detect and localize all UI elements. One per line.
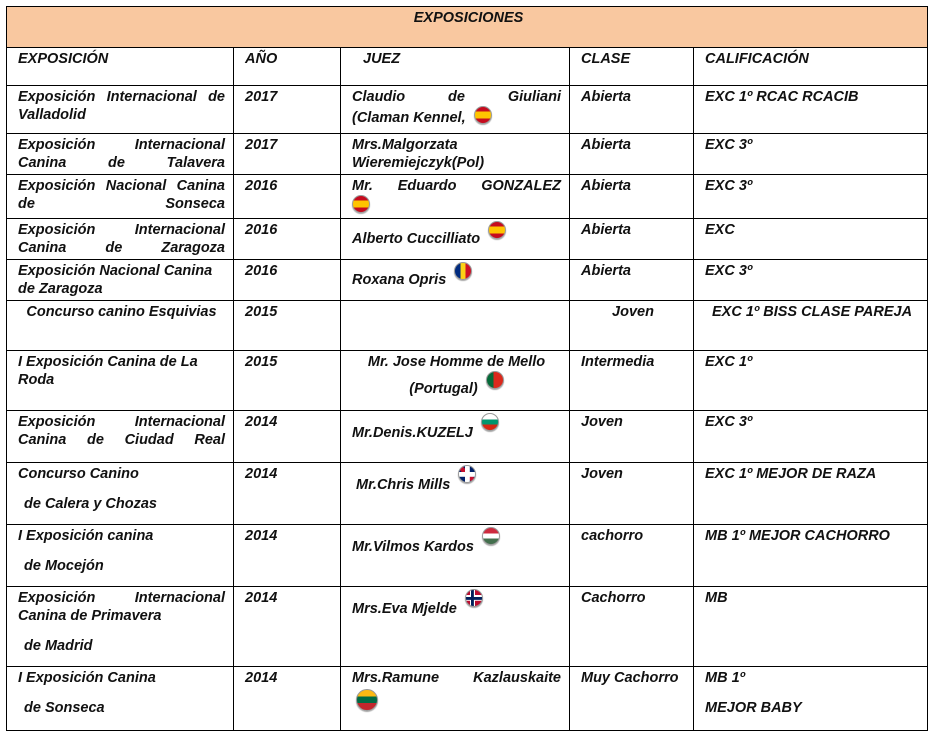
cell-juez: Mrs.Malgorzata Wieremiejczyk(Pol) bbox=[341, 134, 570, 175]
expo-line-1: Concurso Canino bbox=[18, 466, 139, 482]
cell-calificacion: EXC bbox=[694, 219, 928, 260]
cell-juez bbox=[341, 525, 570, 587]
cell-anio: 2014 bbox=[234, 587, 341, 667]
expo-line-2: de Madrid bbox=[24, 638, 93, 654]
cell-clase: Joven bbox=[570, 411, 694, 463]
cell-anio: 2016 bbox=[234, 219, 341, 260]
cell-clase: Abierta bbox=[570, 260, 694, 301]
cell-anio: 2017 bbox=[234, 86, 341, 134]
cell-anio: 2015 bbox=[234, 301, 341, 351]
table-title: EXPOSICIONES bbox=[7, 7, 928, 48]
table-row bbox=[7, 463, 928, 525]
table-row bbox=[7, 525, 928, 587]
cell-exposicion: Exposición Internacional Canina de Ciudad Real bbox=[7, 411, 234, 463]
header-juez: JUEZ bbox=[341, 48, 570, 86]
lithuania-flag-icon bbox=[356, 689, 378, 711]
judge-name: Mrs.Ramune Kazlauskaite bbox=[352, 670, 561, 686]
calif-line-2: MEJOR BABY bbox=[705, 700, 802, 716]
cell-juez bbox=[341, 86, 570, 134]
judge-name: Roxana Opris bbox=[352, 272, 447, 288]
cell-juez bbox=[341, 411, 570, 463]
cell-anio: 2014 bbox=[234, 525, 341, 587]
cell-exposicion: Exposición Nacional Canina de Zaragoza bbox=[7, 260, 234, 301]
judge-name: Mr.Vilmos Kardos bbox=[352, 539, 474, 555]
judge-name: Mr.Chris Mills bbox=[356, 477, 451, 493]
cell-calificacion: EXC 1º bbox=[694, 351, 928, 411]
cell-clase: Abierta bbox=[570, 175, 694, 219]
cell-juez bbox=[341, 351, 570, 411]
spain-flag-icon bbox=[488, 221, 506, 239]
cell-anio: 2014 bbox=[234, 411, 341, 463]
table-row bbox=[7, 411, 928, 463]
exposiciones-table bbox=[6, 6, 928, 731]
cell-calificacion: EXC 1º MEJOR DE RAZA bbox=[694, 463, 928, 525]
cell-anio: 2014 bbox=[234, 463, 341, 525]
cell-clase: Cachorro bbox=[570, 587, 694, 667]
header-calificacion: CALIFICACIÓN bbox=[694, 48, 928, 86]
cell-calificacion: EXC 3º bbox=[694, 411, 928, 463]
cell-exposicion: Exposición Internacional Canina de Talavera bbox=[7, 134, 234, 175]
uk-flag-icon bbox=[458, 465, 476, 483]
cell-calificacion: EXC 1º RCAC RCACIB bbox=[694, 86, 928, 134]
expo-line-1: I Exposición canina bbox=[18, 528, 154, 544]
expo-line-1: Exposición Internacional Canina de Primavera bbox=[18, 590, 225, 624]
judge-name: Alberto Cuccilliato bbox=[352, 231, 481, 247]
cell-exposicion bbox=[7, 667, 234, 731]
cell-exposicion: Exposición Nacional Canina de Sonseca bbox=[7, 175, 234, 219]
hungary-flag-icon bbox=[482, 527, 500, 545]
judge-name: Mr.Denis.KUZELJ bbox=[352, 425, 473, 441]
cell-exposicion: Exposición Internacional Canina de Zaragoza bbox=[7, 219, 234, 260]
header-anio: AÑO bbox=[234, 48, 341, 86]
cell-clase: Intermedia bbox=[570, 351, 694, 411]
cell-exposicion: Concurso canino Esquivias bbox=[7, 301, 234, 351]
table-row bbox=[7, 219, 928, 260]
cell-calificacion bbox=[694, 667, 928, 731]
cell-calificacion: MB 1º MEJOR CACHORRO bbox=[694, 525, 928, 587]
table-row bbox=[7, 301, 928, 351]
cell-juez bbox=[341, 175, 570, 219]
cell-anio: 2014 bbox=[234, 667, 341, 731]
cell-exposicion bbox=[7, 525, 234, 587]
cell-exposicion bbox=[7, 587, 234, 667]
cell-anio: 2016 bbox=[234, 260, 341, 301]
cell-clase: Joven bbox=[570, 301, 694, 351]
expo-line-2: de Sonseca bbox=[24, 700, 105, 716]
table-row bbox=[7, 587, 928, 667]
cell-anio: 2016 bbox=[234, 175, 341, 219]
table-row bbox=[7, 667, 928, 731]
expo-line-1: I Exposición Canina bbox=[18, 670, 156, 686]
cell-clase: Joven bbox=[570, 463, 694, 525]
table-row bbox=[7, 134, 928, 175]
cell-calificacion: EXC 3º bbox=[694, 260, 928, 301]
norway-flag-icon bbox=[465, 589, 483, 607]
judge-detail: (Claman Kennel, bbox=[352, 110, 466, 126]
expo-line-2: de Mocejón bbox=[24, 558, 104, 574]
cell-calificacion: EXC 3º bbox=[694, 134, 928, 175]
romania-flag-icon bbox=[454, 262, 472, 280]
judge-detail: (Portugal) bbox=[409, 381, 478, 397]
cell-exposicion: I Exposición Canina de La Roda bbox=[7, 351, 234, 411]
cell-clase: Muy Cachorro bbox=[570, 667, 694, 731]
cell-clase: cachorro bbox=[570, 525, 694, 587]
cell-exposicion bbox=[7, 463, 234, 525]
cell-clase: Abierta bbox=[570, 134, 694, 175]
portugal-flag-icon bbox=[486, 371, 504, 389]
cell-juez bbox=[341, 260, 570, 301]
spain-flag-icon bbox=[352, 195, 370, 213]
cell-clase: Abierta bbox=[570, 219, 694, 260]
header-clase: CLASE bbox=[570, 48, 694, 86]
cell-juez bbox=[341, 219, 570, 260]
header-exposicion: EXPOSICIÓN bbox=[7, 48, 234, 86]
judge-name: Mr. Jose Homme de Mello bbox=[367, 354, 546, 370]
cell-calificacion: EXC 3º bbox=[694, 175, 928, 219]
bulgaria-flag-icon bbox=[481, 413, 499, 431]
cell-exposicion: Exposición Internacional de Valladolid bbox=[7, 86, 234, 134]
cell-juez bbox=[341, 463, 570, 525]
cell-calificacion: MB bbox=[694, 587, 928, 667]
judge-name: Mrs.Eva Mjelde bbox=[352, 601, 457, 617]
spain-flag-icon bbox=[474, 106, 492, 124]
table-row bbox=[7, 86, 928, 134]
cell-clase: Abierta bbox=[570, 86, 694, 134]
cell-calificacion: EXC 1º BISS CLASE PAREJA bbox=[694, 301, 928, 351]
table-row bbox=[7, 351, 928, 411]
judge-name: Claudio de Giuliani bbox=[352, 89, 561, 105]
calif-line-1: MB 1º bbox=[705, 670, 745, 686]
cell-anio: 2015 bbox=[234, 351, 341, 411]
judge-name: Mr. Eduardo GONZALEZ bbox=[352, 178, 561, 194]
cell-juez bbox=[341, 587, 570, 667]
table-row bbox=[7, 175, 928, 219]
table-row bbox=[7, 260, 928, 301]
expo-line-2: de Calera y Chozas bbox=[24, 496, 157, 512]
cell-juez bbox=[341, 667, 570, 731]
cell-juez bbox=[341, 301, 570, 351]
cell-anio: 2017 bbox=[234, 134, 341, 175]
